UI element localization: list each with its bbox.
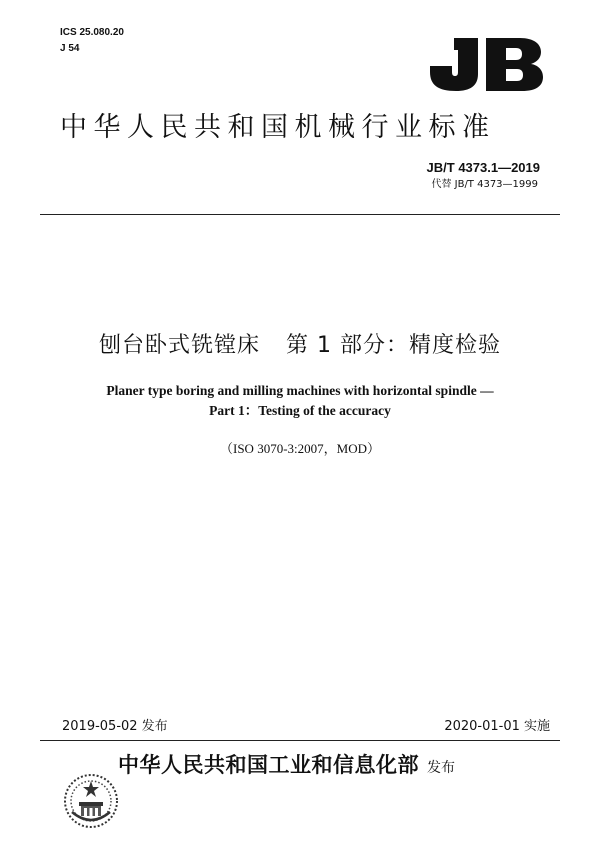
publisher [118, 750, 455, 783]
ics-code: ICS 25.080.20 [60, 27, 124, 38]
iso-reference: （ISO 3070-3:2007，MOD） [220, 441, 380, 456]
ccs-code: J 54 [60, 43, 80, 54]
implementation-date: 2020-01-01 实施 [444, 719, 550, 734]
title-part: 第 1 部分：精度检验 [286, 333, 501, 358]
document-title-english-line2: Part 1：Testing of the accuracy [209, 403, 391, 418]
document-title-english-line1: Planer type boring and milling machines with horizontal spindle — [106, 383, 494, 398]
publisher-name: 中华人民共和国工业和信息化部 [118, 753, 419, 777]
title-main: 刨台卧式铣镗床 [99, 333, 261, 358]
document-title-chinese [0, 330, 600, 362]
national-emblem-icon [62, 772, 120, 830]
bottom-divider [40, 740, 560, 741]
top-divider [40, 214, 560, 215]
replaced-standard: 代替 JB/T 4373—1999 [431, 179, 538, 190]
publisher-suffix: 发布 [427, 760, 455, 776]
standard-category-title: 中华人民共和国机械行业标准 [60, 112, 496, 143]
standard-number: JB/T 4373.1—2019 [426, 160, 540, 175]
jb-logo-icon [424, 36, 546, 92]
issue-date: 2019-05-02 发布 [62, 719, 168, 734]
